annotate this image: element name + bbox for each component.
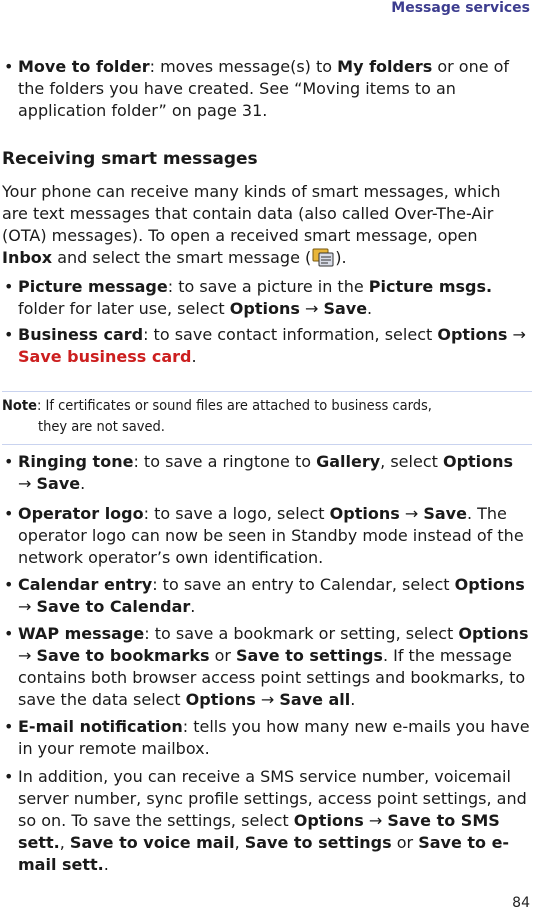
bullet: • — [4, 452, 14, 471]
list-item-business-card: • Business card: to save contact information, select Options → Save business card. — [4, 325, 526, 366]
page-header: Message services — [391, 0, 530, 16]
list-item-operator-logo: • Operator logo: to save a logo, select Options → Save. The operator logo can now be seen in Standby mode instead of the network operator’s own identification. — [4, 504, 524, 567]
term: WAP message — [18, 624, 145, 643]
list-item-move-to-folder: • Move to folder: moves message(s) to My folders or one of the folders you have created. See “Moving items to an application folder” on page 31. — [4, 57, 510, 120]
list-item-email-notification: • E-mail notification: tells you how many new e-mails you have in your remote mailbox. — [4, 717, 530, 758]
term: Operator logo — [18, 504, 144, 523]
bullet: • — [4, 624, 14, 643]
list-item-calendar-entry: • Calendar entry: to save an entry to Calendar, select Options → Save to Calendar. — [4, 575, 525, 616]
note-label: Note — [2, 398, 37, 414]
bullet: • — [4, 575, 14, 594]
smart-message-icon — [312, 247, 334, 267]
bullet: • — [4, 717, 14, 736]
list-item-picture-message: • Picture message: to save a picture in the Picture msgs. folder for later use, select Options → Save. — [4, 277, 493, 318]
list-item-wap-message: • WAP message: to save a bookmark or setting, select Options → Save to bookmarks or Save to settings. If the message contains both browser access point settings and bookmarks, to save the data select Options → Save all. — [4, 624, 529, 709]
note-box: Note: If certificates or sound files are attached to business cards, they are not saved. — [2, 391, 532, 445]
intro-paragraph: Your phone can receive many kinds of smart messages, which are text messages that contain data (also called Over-The-Air (OTA) messages). To open a received smart message, open Inbox and select the smart message ( ). — [2, 182, 501, 267]
term: Picture message — [18, 277, 168, 296]
bullet: • — [4, 325, 14, 344]
list-item-ringing-tone: • Ringing tone: to save a ringtone to Gallery, select Options → Save. — [4, 452, 514, 493]
term: Calendar entry — [18, 575, 153, 594]
section-heading: Receiving smart messages — [2, 149, 258, 169]
term: Move to folder — [18, 57, 150, 76]
term: Business card — [18, 325, 144, 344]
page-number: 84 — [512, 895, 530, 911]
bullet: • — [4, 504, 14, 523]
term: Ringing tone — [18, 452, 134, 471]
bullet: • — [4, 57, 14, 76]
list-item-in-addition: • In addition, you can receive a SMS service number, voicemail server number, sync profile settings, access point settings, and so on. To save the settings, select Options → Save to SMS sett., Save to voice mail, Save to settings or Save to e-mail sett.. — [4, 767, 527, 874]
bullet: • — [4, 277, 14, 296]
bullet: • — [4, 767, 14, 786]
term: E-mail notification — [18, 717, 183, 736]
